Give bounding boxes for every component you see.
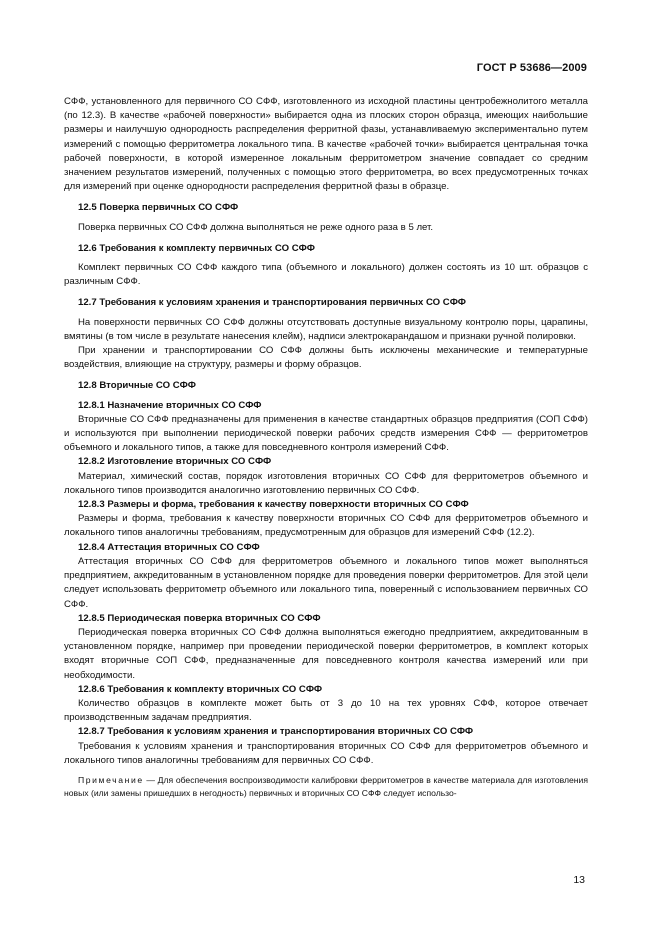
section-12-8-1-heading: 12.8.1 Назначение вторичных СО СФФ (78, 399, 262, 411)
page-number: 13 (573, 874, 585, 886)
section-12-7-heading: 12.7 Требования к условиям хранения и транспортирования первичных СО СФФ (78, 297, 466, 309)
section-12-8-5-text: Периодическая поверка вторичных СО СФФ должна выполняться ежегодно предприятием, аккредитованным в установленном порядке, например при проведении периодической поверки ферритометров, в комплект которых входят вторичные СОП СФФ, предназначенные для повседневного контроля качества измерений или при необходимости. (64, 626, 588, 681)
section-12-5-text: Поверка первичных СО СФФ должна выполняться не реже одного раза в 5 лет. (78, 221, 434, 233)
intro-paragraph: СФФ, установленного для первичного СО СФФ, изготовленного из исходной пластины центробежнолитого металла (по 12.3). В качестве «рабочей поверхности» выбирается одна из плоских сторон образца, имеющих наибольшие размеры и наилучшую однородность распределения ферритной фазы, устанавливаемую экспериментально путем измерений с помощью ферритометра локального типа. В качестве «рабочей точки» выбирается центральная точка рабочей поверхности, в которой измеренное локальным ферритометром значение совпадает со средним значением результатов измерений, полученных с помощью этого ферритометра, во всех предусмотренных точках для измерений при оценке однородности распределения ферритной фазы в образце. (64, 96, 588, 193)
section-12-6-text: Комплект первичных СО СФФ каждого типа (объемного и локального) должен состоять из 10 шт. образцов с различным СФФ. (64, 262, 588, 288)
section-12-8-heading: 12.8 Вторичные СО СФФ (78, 380, 196, 392)
section-12-6-heading: 12.6 Требования к комплекту первичных СО СФФ (78, 242, 315, 254)
section-12-8-6-heading: 12.8.6 Требования к комплекту вторичных СО СФФ (78, 683, 323, 695)
section-12-8-2-heading: 12.8.2 Изготовление вторичных СО СФФ (78, 456, 272, 468)
note-paragraph (64, 774, 588, 800)
section-12-5-heading: 12.5 Поверка первичных СО СФФ (78, 202, 239, 214)
section-12-8-1-text: Вторичные СО СФФ предназначены для применения в качестве стандартных образцов предприятия (СОП СФФ) и используются при выполнении периодической поверки рабочих средств измерения СФФ — ферритометров объемного и локального типов, а также для повседневного контроля измерений СФФ. (64, 413, 588, 454)
section-12-8-2-text: Материал, химический состав, порядок изготовления вторичных СО СФФ для ферритометров объемного и локального типов производится аналогично изготовлению первичных СО СФФ. (64, 470, 588, 496)
section-12-8-3-text: Размеры и форма, требования к качеству поверхности вторичных СО СФФ для ферритометров объемного и локального типов аналогичны требованиям, предусмотренным для образцов для измерений СФФ (12.2). (64, 513, 588, 539)
section-12-8-7-text: Требования к условиям хранения и транспортирования вторичных СО СФФ для ферритометров объемного и локального типов аналогичны требованиям для первичных СО СФФ. (64, 740, 588, 766)
note-label: Примечание (78, 774, 144, 785)
note-text: — Для обеспечения воспроизводимости калибровки ферритометров в качестве материала для изготовления новых (или замены пришедших в негодность) первичных и вторичных СО СФФ следует использо- (64, 774, 588, 799)
section-12-7-paragraph-2: При хранении и транспортировании СО СФФ должны быть исключены механические и температурные воздействия, влияющие на структуру, размеры и форму образцов. (64, 345, 588, 371)
section-12-8-3-heading: 12.8.3 Размеры и форма, требования к качеству поверхности вторичных СО СФФ (78, 499, 469, 511)
section-12-8-6-text: Количество образцов в комплекте может быть от 3 до 10 на тех уровнях СФФ, которое отвечает производственным задачам предприятия. (64, 697, 588, 724)
section-12-7-paragraph-1: На поверхности первичных СО СФФ должны отсутствовать доступные визуальному контролю поры, царапины, вмятины (в том числе в результате нанесения клейм), надписи электрокарандашом и признаки ручной полировки. (64, 316, 588, 342)
section-12-8-4-text: Аттестация вторичных СО СФФ для ферритометров объемного и локального типов может выполняться предприятием, аккредитованным в установленном порядке для проведения поверки ферритометров. Для этой цели следует использовать ферритометр объемного или локального типа, поверенный с использованием первичных СО СФФ. (64, 555, 588, 610)
page-content (64, 95, 588, 800)
section-12-8-4-heading: 12.8.4 Аттестация вторичных СО СФФ (78, 541, 260, 553)
document-code: ГОСТ Р 53686—2009 (476, 62, 587, 74)
section-12-8-7-heading: 12.8.7 Требования к условиям хранения и транспортирования вторичных СО СФФ (78, 726, 474, 738)
section-12-8-5-heading: 12.8.5 Периодическая поверка вторичных СО СФФ (78, 612, 321, 624)
